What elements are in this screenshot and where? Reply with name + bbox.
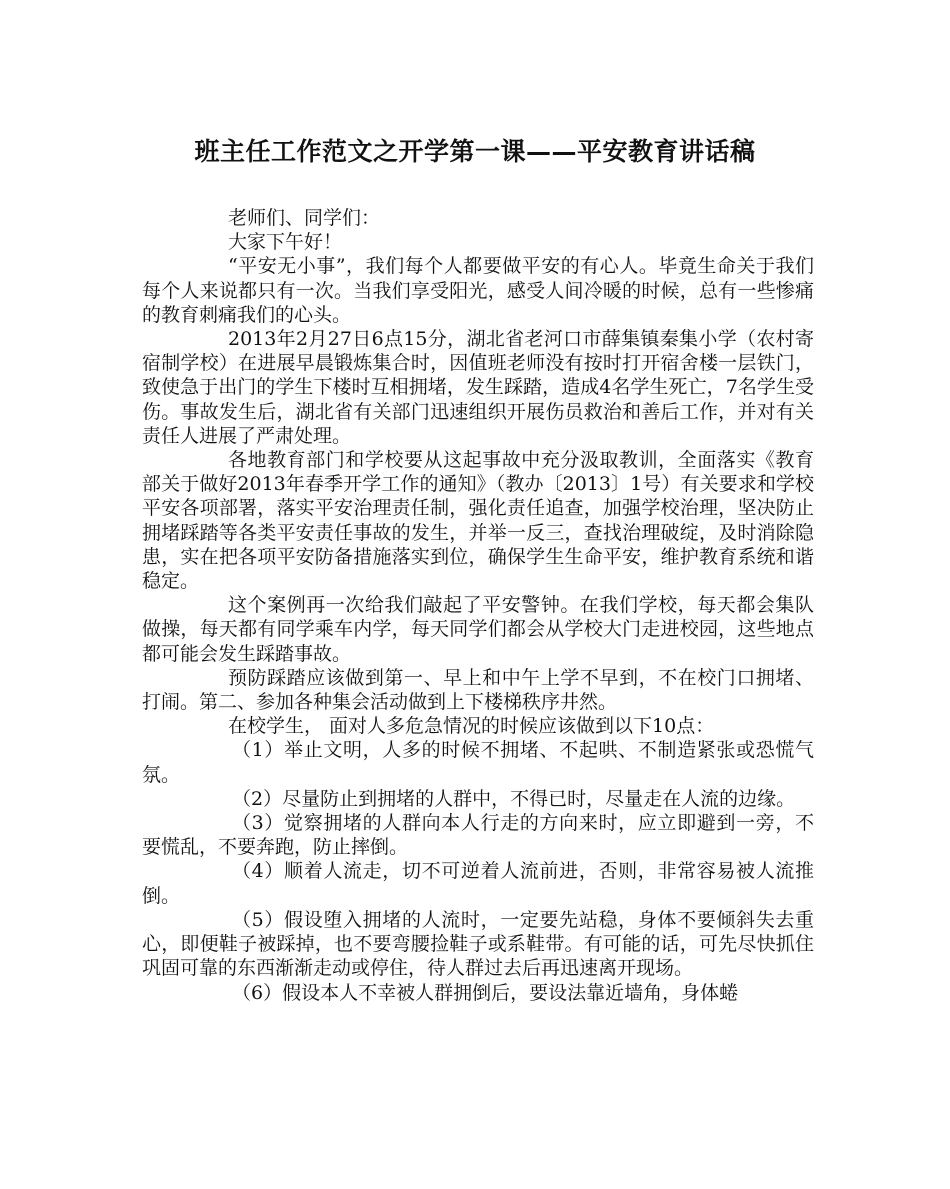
paragraph: 这个案例再一次给我们敲起了平安警钟。在我们学校，每天都会集队做操，每天都有同学乘车内学，每天同学们都会从学校大门走进校园，这些地点都可能会发生踩踏事故。	[142, 594, 814, 665]
list-item: （1）举止文明，人多的时候不拥堵、不起哄、不制造紧张或恐慌气氛。	[142, 739, 814, 786]
list-item: （4）顺着人流走，切不可逆着人流前进，否则，非常容易被人流推倒。	[142, 860, 814, 907]
paragraph-salutation: 大家下午好！	[228, 231, 343, 254]
paragraph: “平安无小事”，我们每个人都要做平安的有心人。毕竟生命关于我们每个人来说都只有一次。当我们享受阳光，感受人间冷暖的时候，总有一些惨痛的教育刺痛我们的心头。	[142, 255, 814, 326]
paragraph: 各地教育部门和学校要从这起事故中充分汲取教训，全面落实《教育部关于做好2013年春季开学工作的通知》（教办〔2013〕1号）有关要求和学校平安各项部署，落实平安治理责任制，强化责任追查，加强学校治理，坚决防止拥堵踩踏等各类平安责任事故的发生，并举一反三，查找治理破绽，及时消除隐患，实在把各项平安防备措施落实到位，确保学生生命平安，维护教育系统和谐稳定。	[142, 449, 814, 593]
paragraph: 2013年2月27日6点15分，湖北省老河口市薛集镇秦集小学（农村寄宿制学校）在进展早晨锻炼集合时，因值班老师没有按时打开宿舍楼一层铁门，致使急于出门的学生下楼时互相拥堵，发生踩踏，造成4名学生死亡，7名学生受伤。事故发生后，湖北省有关部门迅速组织开展伤员救治和善后工作，并对有关责任人进展了严肃处理。	[142, 328, 814, 447]
paragraph-greeting: 老师们、同学们：	[228, 207, 381, 229]
list-item: （3）觉察拥堵的人群向本人行走的方向来时，应立即避到一旁，不要慌乱，不要奔跑，防止摔倒。	[142, 812, 814, 859]
list-item: （5）假设堕入拥堵的人流时，一定要先站稳，身体不要倾斜失去重心，即便鞋子被踩掉，也不要弯腰捡鞋子或系鞋带。有可能的话，可先尽快抓住巩固可靠的东西渐渐走动或停住，待人群过去后再迅速离开现场。	[142, 908, 814, 980]
list-item: （6）假设本人不幸被人群拥倒后，要设法靠近墙角，身体蜷	[232, 981, 739, 1004]
paragraph: 在校学生， 面对人多危急情况的时候应该做到以下10点：	[228, 715, 715, 738]
document-body	[142, 206, 814, 1005]
paragraph: 预防踩踏应该做到第一、早上和中午上学不早到，不在校门口拥堵、打闹。第二、参加各种集会活动做到上下楼梯秩序井然。	[142, 666, 814, 714]
list-item: （2）尽量防止到拥堵的人群中，不得已时，尽量走在人流的边缘。	[232, 787, 796, 810]
document-title: 班主任工作范文之开学第一课——平安教育讲话稿	[194, 137, 756, 166]
